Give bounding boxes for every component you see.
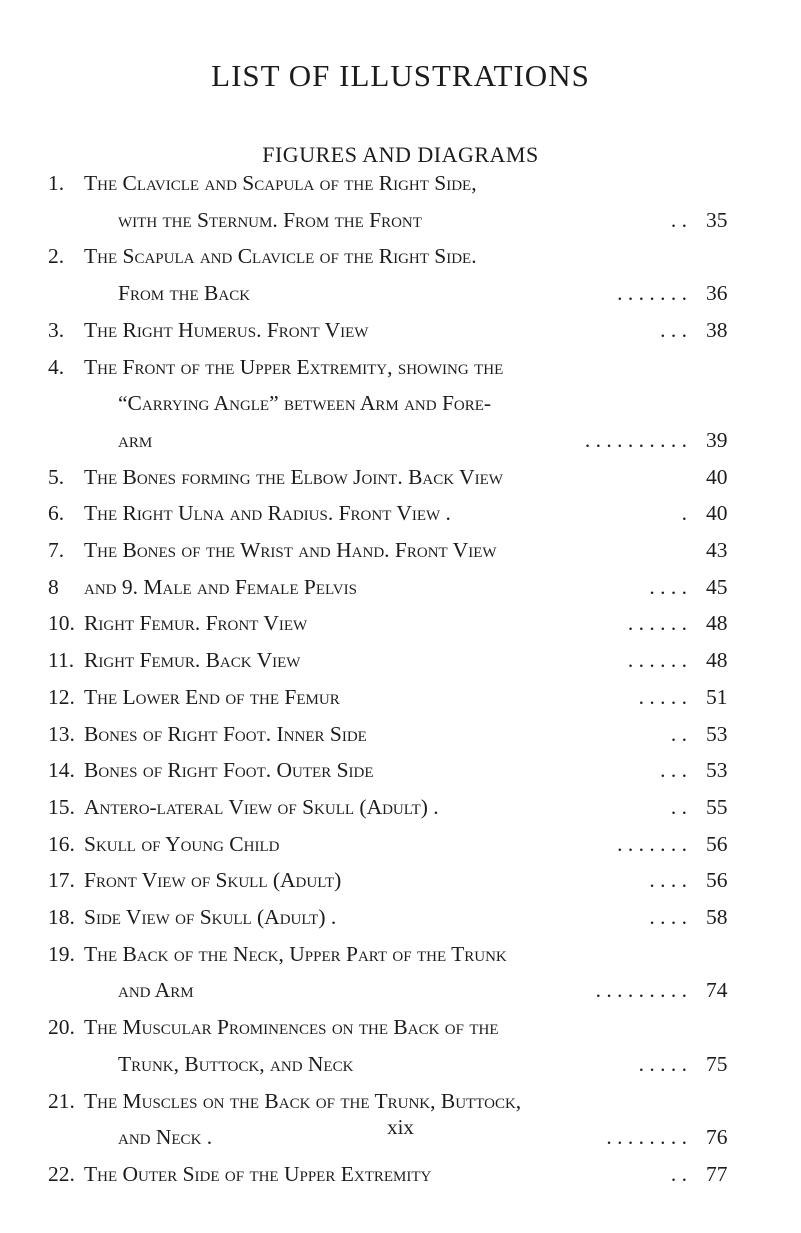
list-entry-line	[0, 533, 801, 567]
figure-caption: The Bones forming the Elbow Joint. Back View	[84, 464, 503, 489]
leader-dots: .	[681, 501, 687, 526]
figure-number: 12.	[48, 684, 75, 709]
leader-dots: . .	[670, 721, 687, 746]
leader-dots: . . . . .	[638, 684, 687, 709]
page-number: 55	[706, 794, 728, 819]
figure-caption: arm	[118, 427, 153, 452]
figure-caption: From the Back	[118, 281, 251, 306]
figure-number: 2.	[48, 244, 65, 269]
list-entry-line	[0, 680, 801, 714]
figure-caption: and Neck .	[118, 1125, 213, 1150]
figure-caption: Side View of Skull (Adult) .	[84, 905, 337, 929]
list-entry-line	[0, 460, 801, 494]
page-number: 48	[706, 611, 728, 636]
figure-caption: Right Femur. Front View	[84, 611, 308, 636]
figure-number: 17.	[48, 868, 75, 893]
page-number: 53	[706, 721, 728, 746]
page-folio: xix	[387, 1115, 414, 1139]
page-number: 36	[706, 281, 728, 306]
leader-dots: . .	[670, 794, 687, 819]
figure-caption: Front View of Skull (Adult)	[84, 868, 342, 893]
figure-caption: Right Femur. Back View	[84, 648, 301, 673]
figure-caption: The Muscular Prominences on the Back of the	[84, 1015, 499, 1040]
figure-caption: Skull of Young Child	[84, 831, 280, 856]
list-entry-line	[0, 1047, 801, 1081]
figure-caption: and Arm	[118, 978, 194, 1003]
figure-caption: The Lower End of the Femur	[84, 684, 340, 709]
figure-caption: Bones of Right Foot. Outer Side	[84, 758, 374, 783]
figure-caption: The Right Ulna and Radius. Front View .	[84, 501, 451, 526]
figure-caption: The Back of the Neck, Upper Part of the Trunk	[84, 941, 507, 966]
list-entry-line	[0, 1010, 801, 1044]
list-entry-line	[0, 973, 801, 1007]
page-number: 77	[706, 1161, 728, 1186]
leader-dots: . . . . . . .	[617, 281, 687, 306]
leader-dots: . . . . . . . . .	[595, 978, 687, 1003]
list-entry-line	[0, 753, 801, 787]
figure-number: 22.	[48, 1161, 75, 1186]
page-number: 45	[706, 574, 728, 599]
leader-dots: . . . .	[649, 905, 687, 929]
figure-number: 3.	[48, 317, 65, 342]
list-entry-line	[0, 166, 801, 200]
list-entry-line	[0, 313, 801, 347]
list-entry-line	[0, 423, 801, 457]
figure-number: 5.	[48, 464, 65, 489]
page-number: 35	[706, 207, 728, 232]
list-entry-line	[0, 1084, 801, 1118]
page-number: 56	[706, 868, 728, 893]
page-title: LIST OF ILLUSTRATIONS	[211, 58, 590, 93]
figure-caption: The Right Humerus. Front View	[84, 317, 369, 342]
figure-number: 16.	[48, 831, 75, 856]
leader-dots: . . . . . . . . . .	[584, 427, 687, 452]
page-number: 76	[706, 1125, 728, 1150]
page-number: 51	[706, 684, 728, 709]
leader-dots: . .	[670, 1161, 687, 1186]
page-number: 75	[706, 1051, 728, 1076]
figure-number: 11.	[48, 648, 75, 673]
page-number: 74	[706, 978, 728, 1003]
list-entry-line	[0, 863, 801, 897]
list-entry-line	[0, 937, 801, 971]
leader-dots: . . . . . . . .	[606, 1125, 687, 1150]
list-entry-line	[0, 203, 801, 237]
page-number: 39	[706, 427, 728, 452]
figure-number: 14.	[48, 758, 75, 783]
figure-number: 10.	[48, 611, 75, 636]
page-number: 40	[706, 501, 728, 526]
list-entry-line	[0, 350, 801, 384]
leader-dots: . . . . .	[638, 1051, 687, 1076]
figure-number: 4.	[48, 354, 65, 379]
leader-dots: . . . .	[649, 868, 687, 893]
figure-number: 20.	[48, 1015, 75, 1040]
page-number: 48	[706, 648, 728, 673]
section-subtitle: FIGURES AND DIAGRAMS	[262, 142, 539, 167]
list-entry-line	[0, 239, 801, 273]
figure-caption: The Outer Side of the Upper Extremity	[84, 1161, 432, 1186]
list-entry-line	[0, 276, 801, 310]
page-number: 53	[706, 758, 728, 783]
list-entry-line	[0, 643, 801, 677]
figure-caption: Antero-lateral View of Skull (Adult) .	[84, 794, 439, 819]
figure-number: 6.	[48, 501, 65, 526]
figure-number: 8	[48, 574, 59, 599]
figure-number: 7.	[48, 538, 65, 562]
figure-caption: Bones of Right Foot. Inner Side	[84, 721, 367, 746]
list-entry-line	[0, 900, 801, 934]
figure-number: 1.	[48, 171, 65, 195]
page-number: 58	[706, 905, 728, 929]
figure-caption: The Clavicle and Scapula of the Right Side,	[84, 171, 477, 195]
leader-dots: . . . .	[649, 574, 687, 599]
figure-caption: The Front of the Upper Extremity, showing the	[84, 354, 504, 379]
figure-caption: The Bones of the Wrist and Hand. Front View	[84, 538, 497, 562]
figure-caption: “Carrying Angle” between Arm and Fore-	[118, 391, 492, 416]
list-entry-line	[0, 386, 801, 420]
list-entry-line	[0, 570, 801, 604]
leader-dots: . . .	[660, 317, 687, 342]
list-entry-line	[0, 827, 801, 861]
list-entry-line	[0, 790, 801, 824]
page-number: 38	[706, 317, 728, 342]
figure-number: 15.	[48, 794, 75, 819]
figure-caption: Trunk, Buttock, and Neck	[118, 1051, 354, 1076]
figure-caption: The Scapula and Clavicle of the Right Side.	[84, 244, 477, 269]
list-entry-line	[0, 717, 801, 751]
figure-caption: with the Sternum. From the Front	[118, 207, 422, 232]
figure-caption: The Muscles on the Back of the Trunk, Buttock,	[84, 1088, 522, 1113]
figure-number: 19.	[48, 941, 75, 966]
list-entry-line	[0, 496, 801, 530]
figure-caption: and 9. Male and Female Pelvis	[84, 574, 357, 599]
list-entry-line	[0, 1157, 801, 1191]
page-number: 43	[706, 538, 728, 562]
leader-dots: . .	[670, 207, 687, 232]
page-number: 56	[706, 831, 728, 856]
figure-number: 18.	[48, 905, 75, 929]
leader-dots: . . . . . . .	[617, 831, 687, 856]
figure-number: 21.	[48, 1088, 75, 1113]
figure-number: 13.	[48, 721, 75, 746]
page-number: 40	[706, 464, 728, 489]
leader-dots: . . . . . .	[627, 611, 687, 636]
leader-dots: . . . . . .	[627, 648, 687, 673]
list-entry-line	[0, 606, 801, 640]
leader-dots: . . .	[660, 758, 687, 783]
